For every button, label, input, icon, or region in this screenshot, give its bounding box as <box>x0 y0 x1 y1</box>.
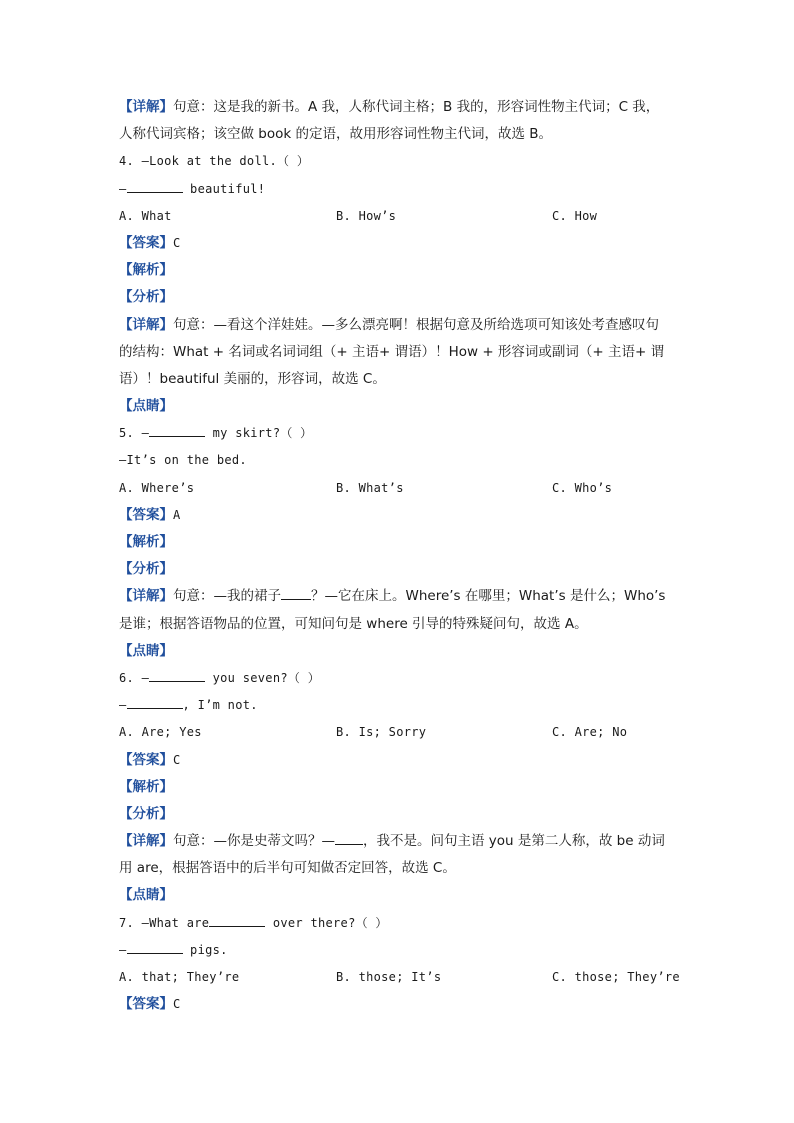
q4-option-b: B. How’s <box>336 208 397 223</box>
q6-reply-rest: , I’m not. <box>182 698 258 713</box>
q5-detail-line-2: 是谁；根据答语物品的位置，可知问句是 where 引导的特殊疑问句，故选 A。 <box>119 615 588 632</box>
q7-blank-2 <box>127 941 183 954</box>
q3-detail-text-1: 句意：这是我的新书。A 我，人称代词主格；B 我的，形容词性物主代词；C 我， <box>173 99 660 115</box>
q4-detail-text-1: 句意：—看这个洋娃娃。—多么漂亮啊！根据句意及所给选项可知该处考查感叹句 <box>173 316 659 333</box>
q4-reply-dash: — <box>119 181 127 196</box>
q6-blank-1 <box>149 669 205 682</box>
q7-answer-value: C <box>173 997 181 1012</box>
q7-options <box>119 964 679 991</box>
q5-stem-post: my skirt?（ ） <box>205 426 313 441</box>
q6-blank-2 <box>127 696 183 709</box>
q5-analysis-tag: 【解析】 <box>119 534 173 550</box>
q5-answer-value: A <box>173 507 181 522</box>
q3-detail-line-2: 人称代词宾格；该空做 book 的定语，故用形容词性物主代词，故选 B。 <box>119 126 553 143</box>
q6-reply-dash: — <box>119 698 127 713</box>
q4-blank <box>127 180 183 193</box>
q7-option-a: A. that; They’re <box>119 970 240 984</box>
q6-stem <box>119 665 679 692</box>
q6-stem-pre: 6. — <box>119 670 150 685</box>
q6-options <box>119 719 679 746</box>
q6-answer <box>119 747 679 774</box>
q7-blank-1 <box>209 914 265 927</box>
q5-fenxi-tag: 【分析】 <box>119 561 173 578</box>
answer-tag: 【答案】 <box>119 506 173 523</box>
q5-stem-pre: 5. — <box>119 426 150 441</box>
q6-detail-pre: 句意：—你是史蒂文吗？— <box>173 833 335 850</box>
q5-detail-post: ？—它在床上。Where’s 在哪里；What’s 是什么；Who’s <box>311 588 666 605</box>
q6-detail-blank <box>335 832 363 845</box>
q4-stem: 4. —Look at the doll.（ ） <box>119 154 310 169</box>
q7-stem-pre: 7. —What are <box>119 915 210 930</box>
q6-option-a: A. Are; Yes <box>119 725 202 740</box>
q6-analysis-tag: 【解析】 <box>119 778 173 795</box>
q7-reply-dash: — <box>119 942 127 957</box>
q6-answer-value: C <box>173 752 181 767</box>
q4-answer <box>119 230 679 257</box>
q7-reply <box>119 937 679 964</box>
q6-reply <box>119 692 679 719</box>
detail-tag: 【详解】 <box>119 833 173 850</box>
detail-tag: 【详解】 <box>119 316 173 333</box>
detail-tag: 【详解】 <box>119 588 173 605</box>
q7-answer <box>119 991 679 1018</box>
q5-detail-pre: 句意：—我的裙子 <box>173 588 281 605</box>
q4-option-c: C. How <box>552 208 598 223</box>
q4-reply <box>119 176 679 203</box>
q5-answer <box>119 502 679 529</box>
q4-detail-line-3: 语）！beautiful 美丽的，形容词，故选 C。 <box>119 370 386 387</box>
answer-tag: 【答案】 <box>119 996 173 1013</box>
q5-detail-line-1 <box>119 583 679 610</box>
q5-option-c: C. Who’s <box>552 480 613 495</box>
detail-tag: 【详解】 <box>119 99 173 115</box>
q4-detail-line-1 <box>119 312 679 339</box>
q7-option-c: C. those; They’re <box>552 970 680 984</box>
q6-dianjing-tag: 【点睛】 <box>119 887 173 904</box>
q7-stem-post: over there?（ ） <box>265 915 388 930</box>
q5-stem <box>119 420 679 447</box>
q4-option-a: A. What <box>119 208 172 223</box>
q6-fenxi-tag: 【分析】 <box>119 805 173 822</box>
q6-detail-line-2: 用 are，根据答语中的后半句可知做否定回答，故选 C。 <box>119 860 456 877</box>
worksheet-page <box>119 94 679 1018</box>
q4-fenxi-tag: 【分析】 <box>119 289 173 306</box>
q7-option-b: B. those; It’s <box>336 970 442 984</box>
q6-detail-line-1 <box>119 828 679 855</box>
q4-analysis-tag: 【解析】 <box>119 262 173 279</box>
q4-dianjing-tag: 【点睛】 <box>119 398 173 415</box>
q5-dianjing-tag: 【点睛】 <box>119 642 173 659</box>
q5-reply: —It’s on the bed. <box>119 453 247 468</box>
q6-option-c: C. Are; No <box>552 725 628 740</box>
q5-options <box>119 475 679 502</box>
answer-tag: 【答案】 <box>119 751 173 768</box>
q4-reply-rest: beautiful! <box>182 181 266 196</box>
q5-blank <box>149 424 205 437</box>
q4-options <box>119 203 679 230</box>
q7-reply-rest: pigs. <box>182 942 228 957</box>
q6-detail-post: ，我不是。问句主语 you 是第二人称，故 be 动词 <box>363 833 665 850</box>
q6-option-b: B. Is; Sorry <box>336 725 427 740</box>
answer-tag: 【答案】 <box>119 234 173 251</box>
q4-answer-value: C <box>173 235 181 250</box>
q5-option-b: B. What’s <box>336 480 404 495</box>
q5-detail-blank <box>281 587 311 600</box>
q4-detail-line-2: 的结构：What + 名词或名词词组（+ 主语+ 谓语）！How + 形容词或副词（+ 主语+ 谓 <box>119 343 665 360</box>
q7-stem <box>119 910 679 937</box>
q3-detail-line-1 <box>119 94 679 121</box>
q6-stem-post: you seven?（ ） <box>205 670 321 685</box>
q5-option-a: A. Where’s <box>119 480 195 495</box>
